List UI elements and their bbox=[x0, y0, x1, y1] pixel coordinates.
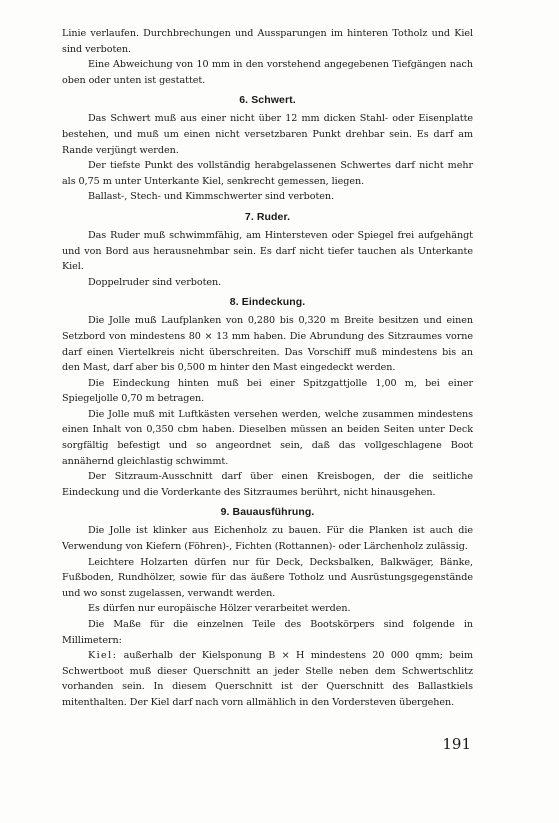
paragraph: Leichtere Holzarten dürfen nur für Deck, Decksbalken, Balkwäger, Bänke, Fußboden, Rundhölzer, sowie für das äußere Totholz und Ausrüstungsgegenstände und wo sonst zugelassen, verwandt werden. bbox=[62, 556, 473, 599]
page-number: 191 bbox=[442, 735, 471, 753]
paragraph: Der tiefste Punkt des vollständig herabgelassenen Schwertes darf nicht mehr als 0,75 m unter Unterkante Kiel, senkrecht gemessen, liegen. bbox=[62, 160, 473, 187]
paragraph: Die Eindeckung hinten muß bei einer Spitzgattjolle 1,00 m, bei einer Spiegeljolle 0,70 m betragen. bbox=[62, 377, 473, 405]
section-heading-ruder: 7. Ruder. bbox=[244, 210, 291, 223]
paragraph: Die Jolle muß Laufplanken von 0,280 bis 0,320 m Breite besitzen und einen Setzbord von mindestens 80 × 13 mm haben. Die Abrundung des Sitzraumes vorne darf einen Viertelkreis nicht überschreiten. Das Vorschiff muß mindestens bis an den Mast, darf aber bis 0,500 m hinter den Mast eingedeckt werden. bbox=[62, 315, 473, 374]
paragraph: Das Ruder muß schwimmfähig, am Hintersteven oder Spiegel frei aufgehängt und von Bord aus herausnehmbar sein. Es darf nicht tiefer tauchen als Unterkante Kiel. bbox=[62, 229, 473, 273]
paragraph: Es dürfen nur europäische Hölzer verarbeitet werden. bbox=[88, 603, 351, 615]
section-heading-schwert: 6. Schwert. bbox=[239, 94, 296, 107]
paragraph: Das Schwert muß aus einer nicht über 12 mm dicken Stahl- oder Eisenplatte bestehen, und muß um einen nicht versetzbaren Punkt drehbar sein. Es darf am Rande verjüngt werden. bbox=[62, 113, 473, 156]
paragraph: Doppelruder sind verboten. bbox=[88, 276, 222, 288]
paragraph: Ballast-, Stech- und Kimmschwerter sind verboten. bbox=[88, 191, 335, 203]
text-body bbox=[62, 26, 473, 711]
paragraph: Eine Abweichung von 10 mm in den vorstehend angegebenen Tiefgängen nach oben oder unten ist gestattet. bbox=[62, 59, 473, 86]
section-heading-eindeckung: 8. Eindeckung. bbox=[229, 296, 306, 309]
paragraph bbox=[62, 648, 473, 710]
paragraph: Die Jolle ist klinker aus Eichenholz zu bauen. Für die Planken ist auch die Verwendung von Kiefern (Föhren)-, Fichten (Rottannen)- oder Lärchenholz zulässig. bbox=[62, 525, 473, 553]
paragraph: Der Sitzraum-Ausschnitt darf über einen Kreisbogen, der die seitliche Eindeckung und die Vorderkante des Sitzraumes berührt, nicht hinausgehen. bbox=[62, 471, 473, 498]
term-label: Kiel: bbox=[88, 650, 118, 662]
paragraph: Linie verlaufen. Durchbrechungen und Aussparungen im hinteren Totholz und Kiel sind verboten. bbox=[62, 28, 473, 55]
section-heading-bauausfuehrung: 9. Bauausführung. bbox=[220, 506, 315, 519]
paragraph: Die Jolle muß mit Luftkästen versehen werden, welche zusammen mindestens einen Inhalt von 0,350 cbm haben. Dieselben müssen an beiden Seiten unter Deck sorgfältig befestigt und so angeordnet sein, daß das vollgeschlagene Boot annähernd gleichlastig schwimmt. bbox=[62, 408, 473, 467]
paragraph-text: außerhalb der Kielsponung B × H mindestens 20 000 qmm; beim Schwertboot muß dieser Querschnitt an jeder Stelle neben dem Schwertschlitz vorhanden sein. In diesem Querschnitt ist der Querschnitt des Ballastkiels mitenthalten. Der Kiel darf nach vorn allmählich in den Vordersteven übergehen. bbox=[62, 650, 473, 708]
paragraph: Die Maße für die einzelnen Teile des Bootskörpers sind folgende in Millimetern: bbox=[62, 619, 473, 646]
